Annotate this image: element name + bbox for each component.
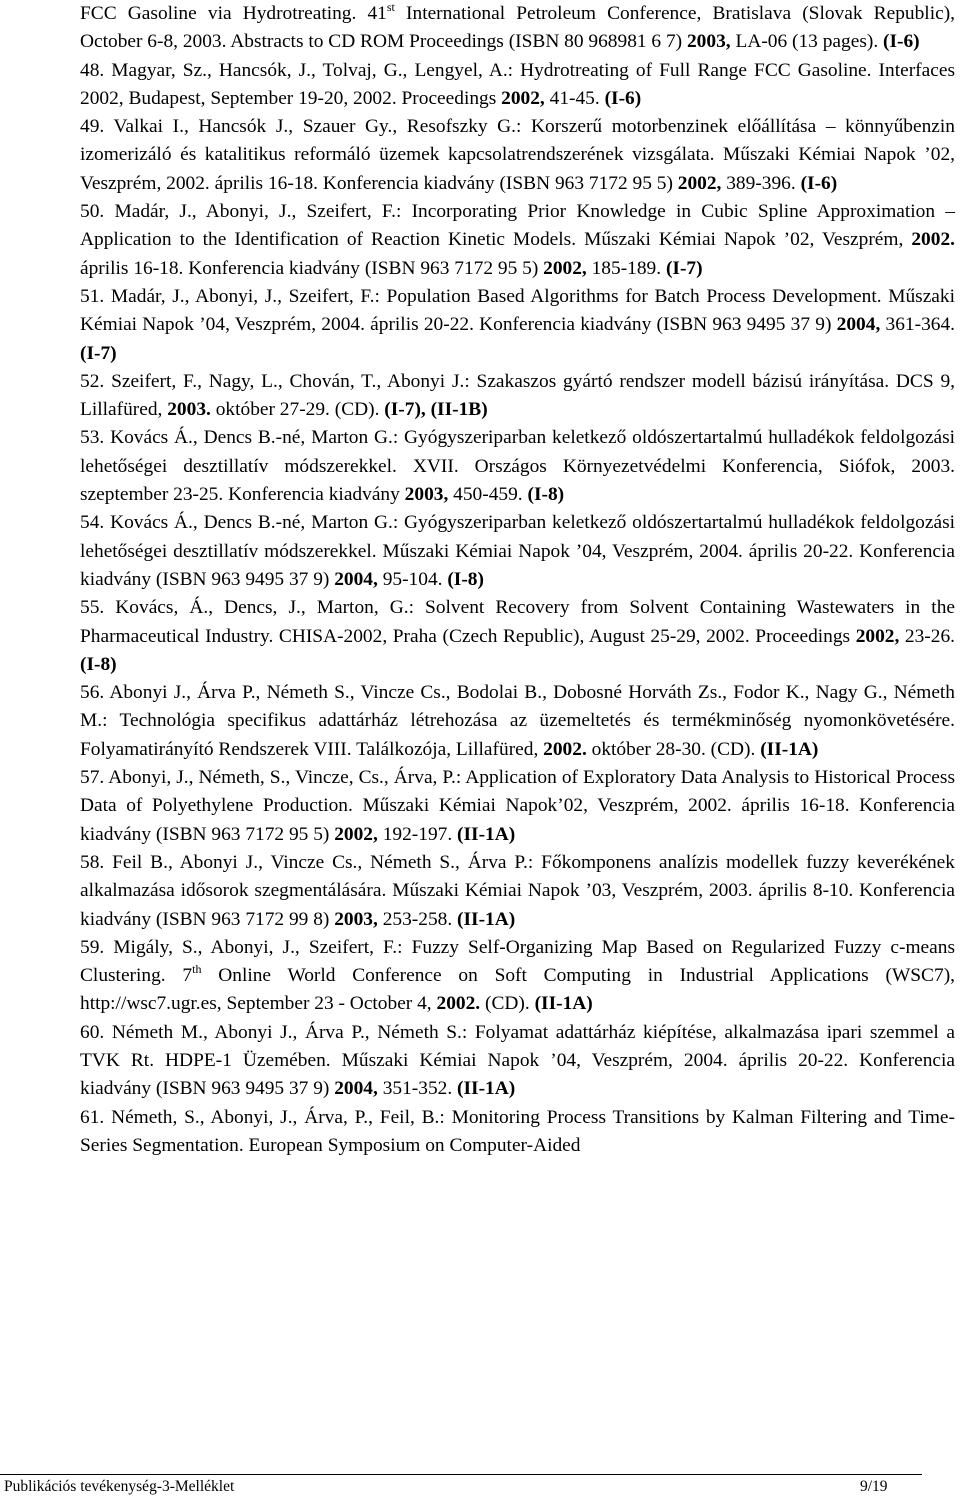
reference-entry [80,198,955,283]
reference-entry [80,594,955,679]
continued-reference [80,0,955,57]
entry-text: Szeifert, F., Nagy, L., Chován, T., Abonyi J.: Szakaszos gyártó rendszer modell bázisú irányítása. DCS 9, Lillafüred, [80,370,955,421]
continued-text: International Petroleum Conference, Bratislava (Slovak Republic), October 6-8, 2003. Abstracts to CD ROM Proceedings (ISBN 80 968981 6 7) [80,3,955,53]
entry-number: 48. [80,59,112,81]
entry-text: 253-258. [377,908,458,930]
bold-text: 2004, [836,314,881,336]
entry-number: 57. [80,767,109,789]
entry-number: 59. [80,936,114,958]
entry-number: 61. [80,1106,112,1128]
reference-entry [80,283,955,368]
reference-entry [80,1104,955,1161]
entry-text: Online World Conference on Soft Computing in Industrial Applications (WSC7), http://wsc7.ugr.es, September 23 - October 4, [80,965,955,1015]
page-number: 9/19 [860,1478,888,1495]
reference-entry [80,509,955,594]
entry-text: Abonyi J., Árva P., Németh S., Vincze Cs., Bodolai B., Dobosné Horváth Zs., Fodor K., Nagy G., Németh M.: Technológia specifikus adattárház létrehozása az üzemeltetés és termékminőség nyomonkövetésére. Folyamatirányító Rendszerek VIII. Találkozója, Lillafüred, [80,682,956,760]
bold-text: (I-7) [665,257,703,279]
entry-number: 54. [80,512,111,534]
entry-text: Kovács, Á., Dencs, J., Marton, G.: Solvent Recovery from Solvent Containing Wastewaters in the Pharmaceutical Industry. CHISA-2002, Praha (Czech Republic), August 25-29, 2002. Proceedings [80,597,955,647]
entry-text: 450-459. [448,484,528,506]
bold-text: 2002, [334,823,378,845]
continued-text: LA-06 (13 pages). [730,31,884,53]
entry-text: 361-364. [880,314,955,336]
reference-entry [80,764,955,849]
entry-text: Madár, J., Abonyi, J., Szeifert, F.: Incorporating Prior Knowledge in Cubic Spline Approximation – Application to the Identification of Reaction Kinetic Models. Műszaki Kémiai Napok ’02, Veszprém, [80,201,955,251]
entry-text: Németh, S., Abonyi, J., Árva, P., Feil, B.: Monitoring Process Transitions by Kalman Filtering and Time-Series Segmentation. European Symposium on Computer-Aided [80,1106,955,1156]
bold-text: (I-7), (II-1B) [384,399,488,421]
entry-number: 49. [80,116,114,138]
bold-text: 2004, [334,568,378,590]
bold-text: (II-1A) [457,823,516,845]
bold-text: (I-8) [527,484,565,506]
reference-entry [80,679,955,764]
superscript: th [192,962,202,977]
bold-text: 2002. [543,738,587,760]
superscript: st [386,0,395,15]
bold-text: 2002, [543,257,587,279]
reference-entry [80,57,955,114]
bold-text: (I-8) [447,568,484,590]
bold-text: (I-6) [604,87,642,109]
entry-text: Madár, J., Abonyi, J., Szeifert, F.: Population Based Algorithms for Batch Process Development. Műszaki Kémiai Napok ’04, Veszprém, 2004. április 20-22. Konferencia kiadvány (ISBN 963 9495 37 9) [80,285,955,336]
continued-text: FCC Gasoline via Hydrotreating. 41 [80,3,387,24]
entry-number: 51. [80,285,111,307]
year-bold: 2003, [686,31,731,53]
footer-title: Publikációs tevékenység-3-Melléklet [4,1478,235,1495]
reference-entry [80,424,955,509]
bold-text: (I-6) [800,172,838,194]
entry-number: 52. [80,370,112,392]
entry-text: Magyar, Sz., Hancsók, J., Tolvaj, G., Lengyel, A.: Hydrotreating of Full Range FCC Gasoline. Interfaces 2002, Budapest, September 19-20, 2002. Proceedings [80,59,955,109]
entry-text: 351-352. [377,1078,458,1100]
bold-text: (II-1A) [760,738,819,760]
bold-text: 2003. [167,399,211,421]
bold-text: 2002, [855,625,900,647]
entry-number: 56. [80,682,110,704]
reference-list [80,0,955,1160]
reference-entry [80,1019,955,1104]
entry-text: október 28-30. (CD). [586,738,761,760]
entry-text: 95-104. [377,568,448,590]
bold-text: 2002, [677,172,722,194]
entry-text: 389-396. [721,172,801,194]
entry-text: Kovács Á., Dencs B.-né, Marton G.: Gyógyszeriparban keletkező oldószertartalmú hulladékok feldolgozási lehetőségei desztillatív módszerekkel. XVII. Országos Környezetvédelmi Konferencia, Siófok, 2003. szeptember 23-25. Konferencia kiadvány [80,427,956,506]
category-code: (I-6) [883,31,920,53]
page-footer [0,1466,940,1496]
entry-text: Feil B., Abonyi J., Vincze Cs., Németh S., Árva P.: Főkomponens analízis modellek fuzzy keverékének alkalmazása idősorok szegmentálására. Műszaki Kémiai Napok ’03, Veszprém, 2003. április 8-10. Konferencia kiadvány (ISBN 963 7172 99 8) [80,851,955,930]
entry-text: Abonyi, J., Németh, S., Vincze, Cs., Árva, P.: Application of Exploratory Data Analysis to Historical Process Data of Polyethylene Production. Műszaki Kémiai Napok’02, Veszprém, 2002. április 16-18. Konferencia kiadvány (ISBN 963 7172 95 5) [80,767,955,845]
numbered-entries [80,57,955,1161]
entry-text: október 27-29. (CD). [210,399,385,421]
entry-text: Migály, S., Abonyi, J., Szeifert, F.: Fuzzy Self-Organizing Map Based on Regularized Fuzzy c-means Clustering. 7 [80,936,955,987]
bold-text: (I-8) [80,653,117,675]
reference-entry [80,849,955,934]
entry-number: 60. [80,1021,112,1043]
bold-text: (II-1A) [534,993,593,1015]
reference-entry [80,368,955,425]
entry-text: Valkai I., Hancsók J., Szauer Gy., Resofszky G.: Korszerű motorbenzinek előállítása – könnyűbenzin izomerizáló és katalitikus reformáló üzemek kapcsolatrendszerének vizsgálata. Műszaki Kémiai Napok ’02, Veszprém, 2002. április 16-18. Konferencia kiadvány (ISBN 963 7172 95 5) [80,116,955,194]
footer-rule [0,1474,922,1475]
bold-text: (II-1A) [457,1078,516,1100]
entry-text: 41-45. [544,87,605,109]
entry-number: 58. [80,851,113,873]
bold-text: 2003, [404,484,449,506]
entry-number: 53. [80,427,111,449]
bold-text: 2002. [436,993,481,1015]
bold-text: 2004, [334,1078,378,1100]
entry-text: április 16-18. Konferencia kiadvány (ISBN 963 7172 95 5) [80,257,544,279]
bold-text: 2003, [334,908,378,930]
entry-text: Kovács Á., Dencs B.-né, Marton G.: Gyógyszeriparban keletkező oldószertartalmú hulladékok feldolgozási lehetőségei desztillatív módszerekkel. Műszaki Kémiai Napok ’04, Veszprém, 2004. április 20-22. Konferencia kiadvány (ISBN 963 9495 37 9) [80,512,956,590]
bold-text: (II-1A) [457,908,516,930]
bold-text: (I-7) [80,342,117,364]
bold-text: 2002, [501,87,545,109]
entry-number: 50. [80,201,115,223]
reference-entry [80,113,955,198]
entry-text: Németh M., Abonyi J., Árva P., Németh S.: Folyamat adattárház kiépítése, alkalmazása ipari szemmel a TVK Rt. HDPE-1 Üzemében. Műszaki Kémiai Napok ’04, Veszprém, 2004. április 20-22. Konferencia kiadvány (ISBN 963 9495 37 9) [80,1021,956,1100]
reference-entry [80,934,955,1019]
entry-text: (CD). [480,993,535,1015]
entry-text: 192-197. [377,823,458,845]
entry-text: 23-26. [899,625,956,647]
entry-text: 185-189. [586,257,666,279]
bold-text: 2002. [911,229,955,251]
entry-number: 55. [80,597,116,619]
